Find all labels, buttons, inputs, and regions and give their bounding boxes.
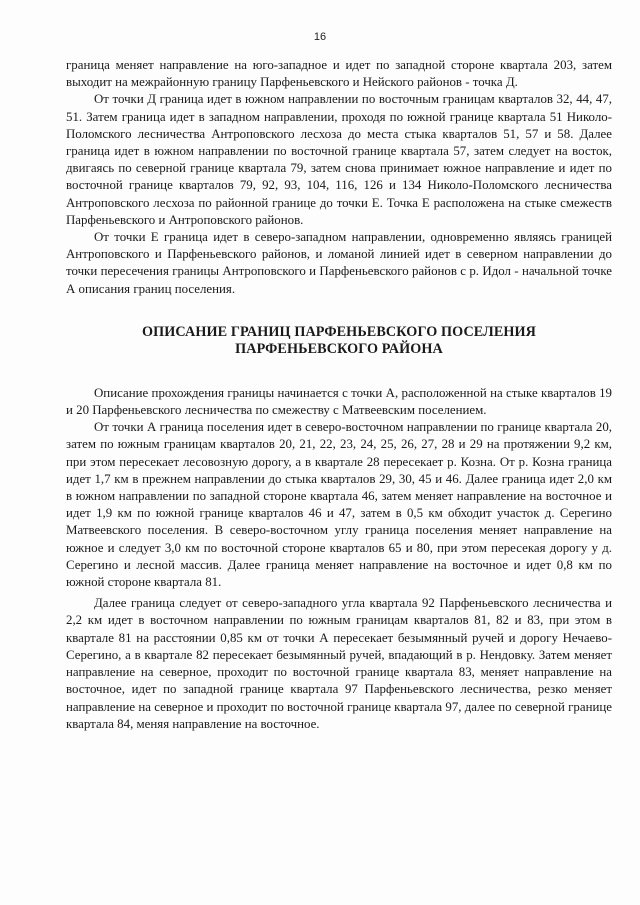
paragraph-point-a: От точки А граница поселения идет в северо-восточном направлении по границе квартала 20, затем по южным границам кварталов 20, 21, 22, 23, 24, 25, 26, 27, 28 и 29 на протяжении 9,2 км, при этом пересекает лесовозную дорогу, а в квартале 28 пересекает р. Козна. От р. Козна граница идет 1,7 км в прежнем направлении до стыка кварталов 29, 30, 45 и 46. Далее граница идет 2,0 км в южном направлении по западной стороне квартала 46, затем меняет направление на восточное и идет 1,9 км по южной границе кварталов 46 и 47, затем в 0,5 км обходит участок д. Серегино Матвеевского поселения. В северо-восточном углу граница поселения меняет направление на южное и следует 3,0 км по восточной стороне кварталов 65 и 80, при этом пересекая дорогу у д. Серегино и лесной массив. Далее граница меняет направление на восточное и идет 0,8 км по южной стороне квартала 81. [66, 420, 612, 590]
paragraph-point-d: От точки Д граница идет в южном направлении по восточным границам кварталов 32, 44, 47, 51. Затем граница идет в западном направлении, проходя по южной границе квартала 51 Николо-Поломского лесничества Антроповского лесхоза до места стыка кварталов 51, 57 и 58. Далее граница идет в южном направлении по восточной границе квартала 57, затем следует на восток, двигаясь по северной границе квартала 79, затем снова принимает южное направление и идет по восточной границе кварталов 79, 92, 93, 104, 116, 126 и 134 Николо-Поломского лесничества Антроповского лесхоза по районной границе до точки Е. Точка Е расположена на стыке смежеств Парфеньевского и Антроповского районов. [66, 92, 612, 227]
paragraph-continuation: граница меняет направление на юго-западное и идет по западной стороне квартала 203, затем выходит на межрайонную границу Парфеньевского и Нейского районов - точка Д. [66, 58, 612, 90]
paragraph-intro: Описание прохождения границы начинается с точки А, расположенной на стыке кварталов 19 и 20 Парфеньевского лесничества по смежеству с Матвеевским поселением. [66, 385, 612, 418]
paragraph-point-e: От точки Е граница идет в северо-западном направлении, одновременно являясь границей Антроповского и Парфеньевского районов, и ломаной линией идет в северном направлении до точки пересечения границы Антроповского и Парфеньевского районов с р. Идол - начальной точке А описания границ поселения. [66, 230, 612, 296]
section-heading [66, 324, 612, 359]
page-number: 16 [313, 31, 327, 43]
paragraph-quarter-92: Далее граница следует от северо-западного угла квартала 92 Парфеньевского лесничества и 2,2 км идет в восточном направлении по южным границам кварталов 81, 82 и 83, при этом в квартале 81 на расстоянии 0,85 км от точки А пересекает безымянный ручей и дорогу Нечаево-Серегино, а в квартале 82 пересекает безымянный ручей, впадающий в р. Нендовку. Затем меняет направление на северное, проходит по восточной границе квартала 83, меняет направление на восточное, идет по западной границе квартала 97 Парфеньевского лесничества, резко меняет направление на северное и проходит по восточной границе квартала 97, далее по северной границе квартала 84, меняя направление на восточное. [66, 596, 612, 731]
section-heading-line-2: ПАРФЕНЬЕВСКОГО РАЙОНА [235, 341, 443, 358]
section-heading-line-1: ОПИСАНИЕ ГРАНИЦ ПАРФЕНЬЕВСКОГО ПОСЕЛЕНИЯ [141, 323, 537, 340]
document-body [66, 57, 612, 733]
